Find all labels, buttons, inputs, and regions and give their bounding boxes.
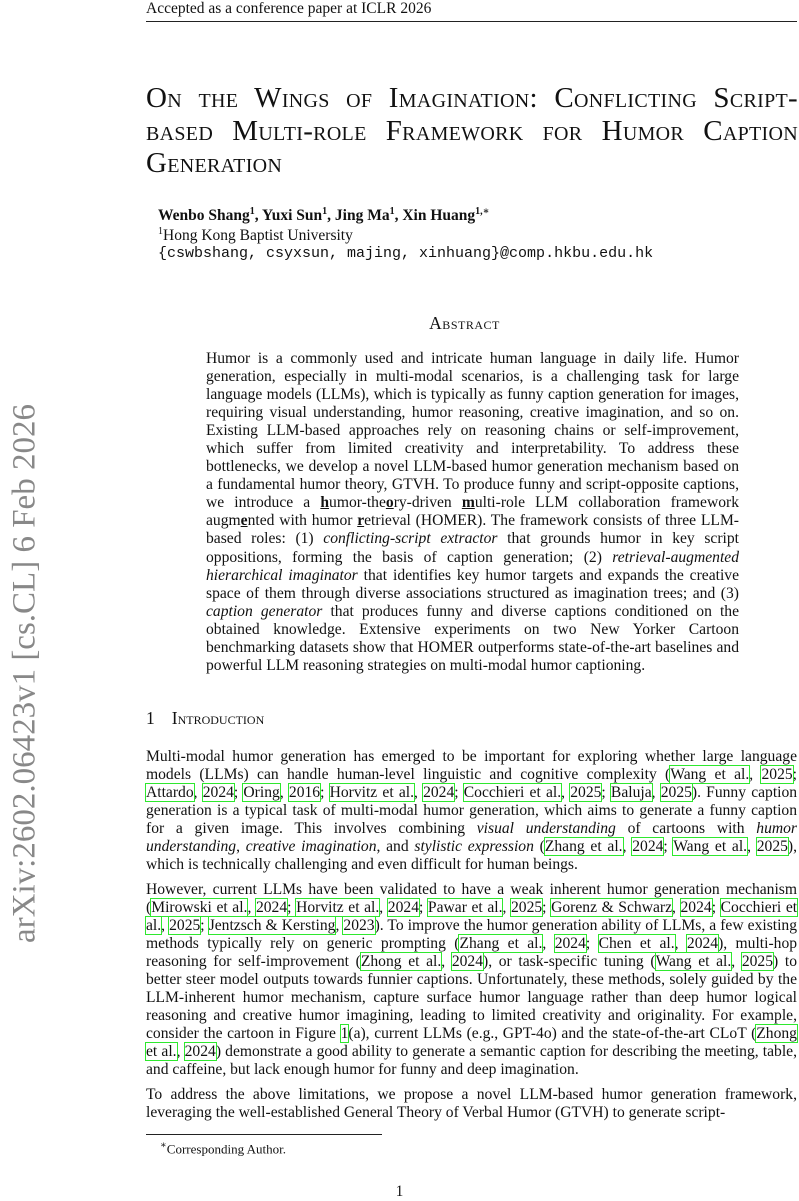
text-run: nted with humor [247, 512, 358, 530]
citation-link[interactable]: Mirowski et al. [151, 899, 248, 917]
text-run: ; [792, 766, 798, 784]
footnote [160, 1140, 286, 1157]
running-header: Accepted as a conference paper at ICLR 2026 [146, 0, 432, 17]
citation-link[interactable]: 2024 [387, 899, 419, 917]
citation-link[interactable]: 2025 [756, 838, 788, 856]
text-run: , [749, 766, 762, 784]
text-run: ) demonstrate a good ability to generate a semantic caption for describing the meeting, table, and caffeine, but lack enough humor for funny and deep imagination. [146, 1043, 797, 1079]
citation-link[interactable]: 1 [340, 1025, 349, 1043]
page-number: 1 [395, 1183, 404, 1200]
text-run: ; [200, 917, 209, 935]
text-run: ; [418, 899, 428, 917]
author-emails: {cswbshang, csyxsun, majing, xinhuang}@comp.hkbu.edu.hk [158, 245, 654, 262]
text-run: , [651, 784, 661, 802]
text-run: ; [601, 784, 611, 802]
citation-link[interactable]: Zhong et al. [360, 953, 442, 971]
acronym-letter: m [461, 494, 475, 512]
text-run: , [176, 1043, 185, 1061]
text-run: ). Funny caption generation is a typical task of multi-modal humor generation, which aims to generate a funny caption for a given image. This involves combining [146, 784, 798, 838]
author-affiliation-mark: 1 [322, 206, 328, 217]
text-run: , [335, 917, 344, 935]
citation-link[interactable]: Zhang et al. [544, 838, 623, 856]
acronym-letter: e [240, 512, 248, 530]
text-run: , and [376, 838, 415, 856]
author-list: Wenbo Shang$^1$, Yuxi Sun$^1$, Jing Ma$^1$, Xin Huang$^{1,∗}$ [158, 206, 490, 225]
text-run: ; [711, 899, 721, 917]
arxiv-stamp: arXiv:2602.06423v1 [cs.CL] 6 Feb 2026 [6, 404, 43, 943]
acronym-letter: r [357, 512, 365, 530]
citation-link[interactable]: Wang et al. [670, 766, 750, 784]
citation-link[interactable]: 2025 [660, 784, 692, 802]
affiliation-name: Hong Kong Baptist University [163, 227, 353, 245]
citation-link[interactable]: Chen et al. [598, 935, 675, 953]
citation-link[interactable]: 2025 [510, 899, 543, 917]
text-run: To address the above limitations, we propose a novel LLM-based humor generation framework, leveraging the well-established General Theory of Verbal Humor (GTVH) to generate script- [146, 1086, 797, 1122]
citation-link[interactable]: Baluja [610, 784, 652, 802]
text-run: ). To improve the humor generation ability of LLMs, a few existing methods typically rely on generic prompting ( [146, 917, 798, 953]
text-run: , [672, 899, 681, 917]
citation-link[interactable]: Jentzsch & Kersting [208, 917, 336, 935]
emphasis: creative imagination [245, 838, 377, 856]
footnote-mark: ∗ [160, 1140, 167, 1151]
text-run: , [561, 784, 571, 802]
text-run: ; [320, 784, 330, 802]
citation-link[interactable]: Zhong et al. [146, 1025, 797, 1061]
text-run: umor-the [329, 494, 386, 512]
affiliation [158, 226, 353, 245]
citation-link[interactable]: 2024 [554, 935, 586, 953]
citation-link[interactable]: 2023 [343, 917, 375, 935]
text-run: ), which is technically challenging and even difficult for human beings. [146, 838, 797, 874]
author-affiliation-mark: 1 [249, 206, 255, 217]
citation-link[interactable]: Pawar et al. [427, 899, 503, 917]
text-run: , [542, 935, 555, 953]
text-run: , [674, 935, 687, 953]
footnote-text: Corresponding Author. [166, 1141, 286, 1157]
section-number: 1 [146, 708, 155, 728]
text-run: , [379, 899, 388, 917]
citation-link[interactable]: 2025 [761, 766, 793, 784]
section-heading-introduction [146, 708, 264, 729]
text-run: , [236, 838, 246, 856]
footnote-rule [146, 1134, 382, 1135]
abstract-heading-row [0, 313, 799, 334]
emphasis: stylistic expression [414, 838, 534, 856]
citation-link[interactable]: Horvitz et al. [329, 784, 414, 802]
citation-link[interactable]: Gorenz & Schwarz [551, 899, 672, 917]
text-run: ), or task-specific tuning ( [483, 953, 656, 971]
text-run: ; [542, 899, 552, 917]
author-affiliation-mark: 1 [389, 206, 395, 217]
emphasis: retrieval-augmented hierarchical imaginator [206, 548, 739, 584]
text-run: , [502, 899, 511, 917]
citation-link[interactable]: Attardo [146, 784, 194, 802]
intro-paragraph-1 [146, 748, 797, 874]
text-run: ; [233, 784, 244, 802]
citation-link[interactable]: 2024 [184, 1043, 216, 1061]
author-name: Wenbo Shang [158, 207, 250, 225]
section-title: Introduction [171, 708, 265, 728]
text-run: that grounds humor in key script oppositions, forming the basis of caption generation; (2) [206, 530, 740, 566]
text-run: of cartoons with [615, 820, 757, 838]
emphasis: caption generator [206, 602, 323, 620]
text-run: ulti-role LLM collaboration framework augm [206, 494, 739, 530]
author-name: Yuxi Sun [261, 207, 323, 225]
affiliation-mark: 1 [158, 226, 163, 237]
intro-paragraph-2 [146, 881, 797, 1080]
text-run: , [622, 838, 633, 856]
citation-link[interactable]: 2024 [451, 953, 484, 971]
text-run: (a), current LLMs (e.g., GPT-4o) and the state-of-the-art CLoT ( [348, 1025, 757, 1043]
emphasis: conflicting-script extractor [323, 530, 498, 548]
emphasis: visual understanding [476, 820, 616, 838]
text-run: ; [287, 899, 297, 917]
text-run: ( [533, 838, 545, 856]
acronym-letter: o [385, 494, 394, 512]
text-run: ), multi-hop reasoning for self-improvement ( [146, 935, 798, 971]
text-run: Humor is a commonly used and intricate human language in daily life. Humor generation, especially in multi-modal scenarios, is a challenging task for large language models (LLMs), which is typically as funny caption generation for images, requiring visual understanding, humor reasoning, creative imagination, and so on. Existing LLM-based approaches rely on reasoning chains or self-improvement, which suffer from limited creativity and interpretability. To address these bottlenecks, we develop a novel LLM-based humor generation mechanism based on a fundamental humor theory, GTVH. To produce funny and script-opposite captions, we introduce a [206, 350, 739, 512]
text-run: Multi-modal humor generation has emerged to be important for exploring whether large language models (LLMs) can handle human-level linguistic and cognitive complexity ( [146, 748, 797, 784]
abstract-body [206, 350, 739, 675]
text-run: , [441, 953, 452, 971]
text-run: that identifies key humor targets and expands the creative space of them through diverse associations structured as imagination trees; and (3) [206, 566, 740, 602]
citation-link[interactable]: 2024 [202, 784, 234, 802]
text-run: ; [454, 784, 464, 802]
citation-link[interactable]: 2025 [570, 784, 602, 802]
citation-link[interactable]: Wang et al. [655, 953, 732, 971]
citation-link[interactable]: Cocchieri et al. [463, 784, 562, 802]
text-run: , [161, 917, 170, 935]
citation-link[interactable]: 2024 [255, 899, 288, 917]
emphasis: humor understanding [146, 820, 797, 856]
citation-link[interactable]: Oring [243, 784, 280, 802]
author-name: Xin Huang [402, 207, 476, 225]
citation-link[interactable]: Wang et al. [673, 838, 748, 856]
text-run: etrieval (HOMER). The framework consists of three LLM-based roles: (1) [206, 512, 739, 548]
citation-link[interactable]: 2016 [288, 784, 321, 802]
text-run: , [247, 899, 256, 917]
text-run: However, current LLMs have been validated to have a weak inherent humor generation mechanism ( [146, 881, 797, 917]
citation-link[interactable]: 2024 [423, 784, 455, 802]
text-run: that produces funny and diverse captions conditioned on the obtained knowledge. Extensive experiments on two New Yorker Cartoon benchmarking datasets show that HOMER outperforms state-of-the-art baselines and powerful LLM reasoning strategies on multi-modal humor captioning. [206, 602, 740, 674]
text-run: , [279, 784, 289, 802]
paper-title: On the Wings of Imagination: Conflicting Script-based Multi-role Framework for Humor Caption Generation [146, 82, 798, 179]
text-run: , [731, 953, 742, 971]
text-run: , [193, 784, 203, 802]
citation-link[interactable]: Cocchieri et al. [146, 899, 798, 935]
author-affiliation-mark: 1,∗ [475, 206, 490, 217]
text-run: ry-driven [393, 494, 462, 512]
text-run: ; [585, 935, 599, 953]
text-run: , [747, 838, 757, 856]
citation-link[interactable]: 2024 [680, 899, 712, 917]
author-name: Jing Ma [334, 207, 390, 225]
acronym-letter: h [320, 494, 330, 512]
header-rule [146, 21, 797, 22]
citation-link[interactable]: 2025 [741, 953, 774, 971]
citation-link[interactable]: 2025 [169, 917, 201, 935]
citation-link[interactable]: Zhang et al. [459, 935, 543, 953]
citation-link[interactable]: 2024 [632, 838, 664, 856]
abstract-heading: Abstract [429, 313, 500, 333]
citation-link[interactable]: 2024 [686, 935, 719, 953]
text-run: ; [663, 838, 674, 856]
text-run: , [413, 784, 424, 802]
citation-link[interactable]: Horvitz et al. [296, 899, 380, 917]
intro-paragraph-3 [146, 1086, 797, 1122]
text-run: ) to better steer model outputs towards funnier captions. Unfortunately, these methods, solely guided by the LLM-inherent humor mechanism, capture surface humor language rather than deep humor logical reasoning and creative humor imagining, leading to limited creativity and originality. For example, consider the cartoon in Figure [146, 953, 797, 1043]
